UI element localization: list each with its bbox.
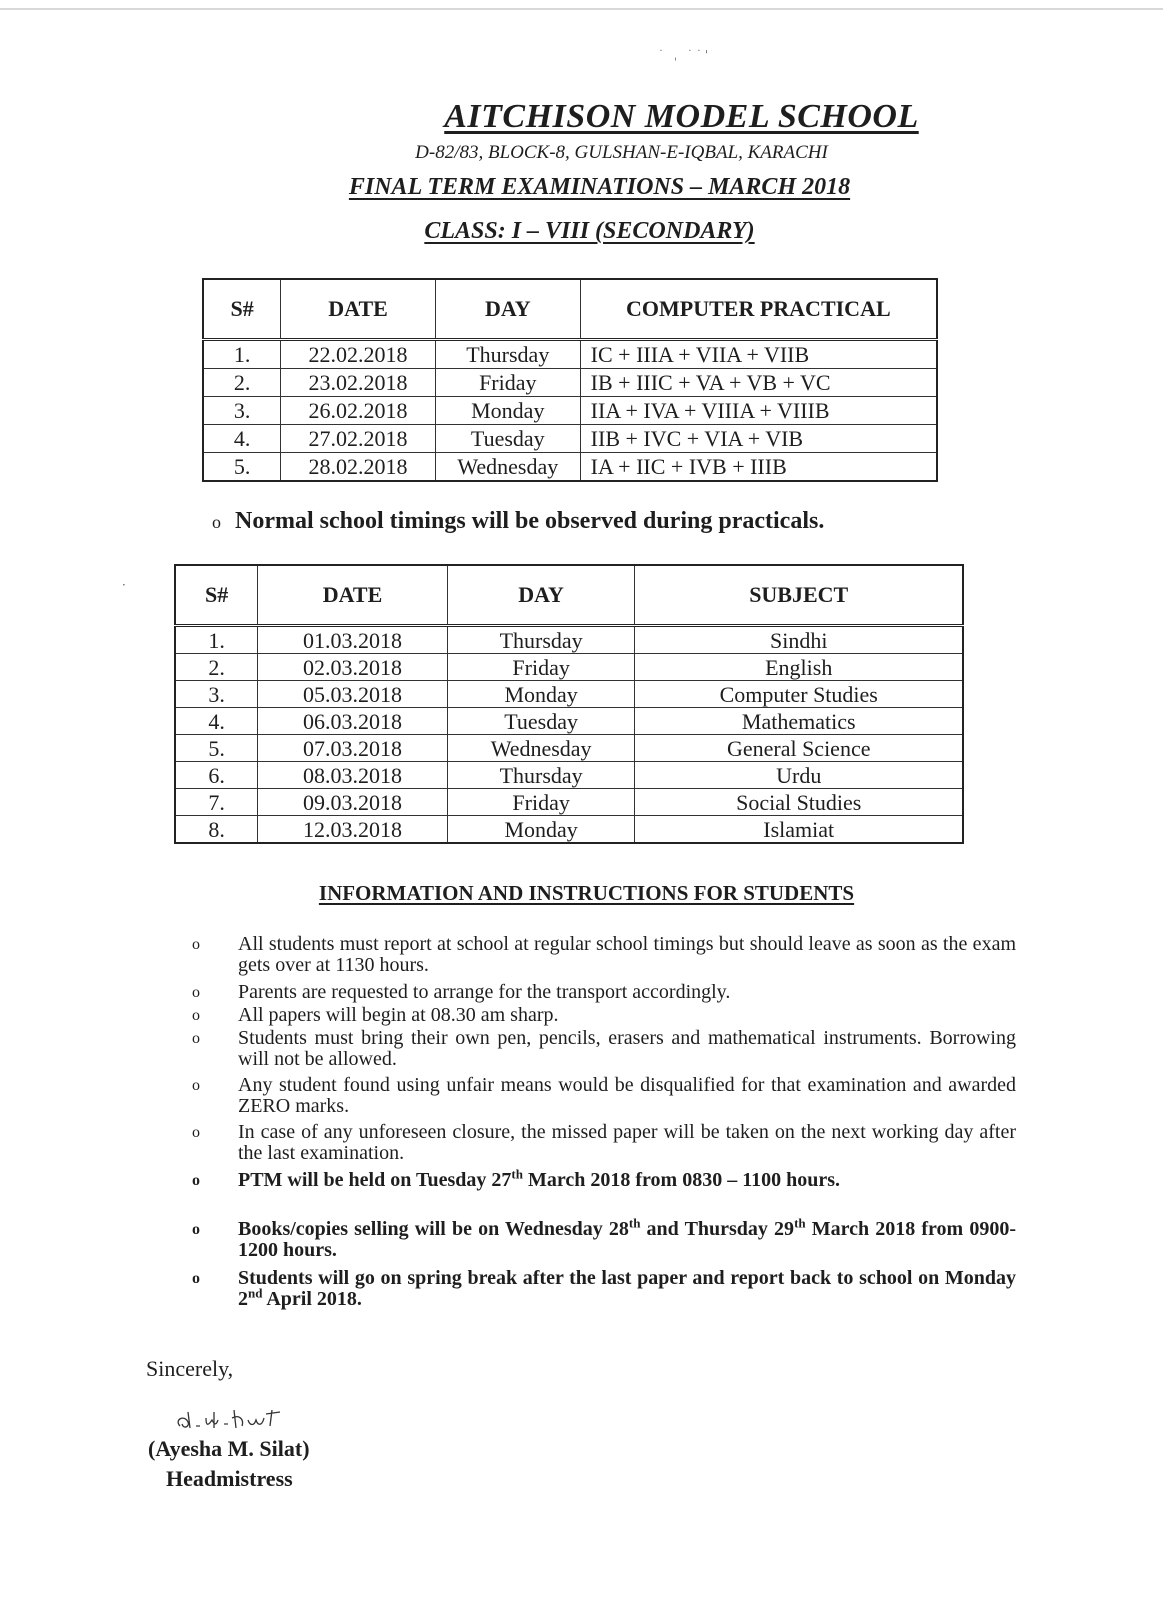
instructions-list [186,934,1016,1314]
list-item-ptm [186,1166,1016,1219]
salutation: Sincerely, [146,1356,234,1381]
row-sn: 8. [175,816,258,844]
instructions-heading [0,881,1163,906]
signatory-name: (Ayesha M. Silat) [148,1436,310,1461]
table-header-row [203,279,937,340]
row-subject: Mathematics [635,708,963,735]
row-date: 28.02.2018 [281,453,436,482]
computer-practical-table [202,278,938,482]
row-day: Friday [447,654,635,681]
header-sn: S# [175,565,258,626]
table-row [175,654,963,681]
row-date: 05.03.2018 [258,681,448,708]
books-text-b: and Thursday 29 [640,1218,795,1240]
table-row [203,425,937,453]
list-item: o Parents are requested to arrange for the transport accordingly. [186,982,1016,1005]
row-date: 02.03.2018 [258,654,448,681]
row-subject: Sindhi [635,626,963,654]
table-header-row [175,565,963,626]
row-sn: 1. [175,626,258,654]
row-subject: Social Studies [635,789,963,816]
subject-exam-table [174,564,964,844]
row-date: 06.03.2018 [258,708,448,735]
table-row [175,681,963,708]
row-sn: 1. [203,340,281,369]
row-class-groups: IA + IIC + IVB + IIIB [580,453,937,482]
exam-title: FINAL TERM EXAMINATIONS – MARCH 2018 [348,174,851,200]
row-sn: 3. [175,681,258,708]
row-day: Monday [447,681,635,708]
scan-dot: · [122,578,126,592]
signatory-title: Headmistress [166,1466,293,1491]
row-sn: 2. [203,369,281,397]
signature-icon [170,1404,330,1438]
row-day: Monday [435,397,580,425]
row-day: Monday [447,816,635,844]
row-class-groups: IIB + IVC + VIA + VIB [580,425,937,453]
school-name: AITCHISON MODEL SCHOOL [444,98,919,135]
row-day: Friday [447,789,635,816]
header-date: DATE [258,565,448,626]
books-sup-2: th [794,1215,806,1231]
table-row [175,735,963,762]
class-title: CLASS: I – VIII (SECONDARY) [424,218,755,244]
header-date: DATE [281,279,436,340]
row-day: Thursday [447,626,635,654]
ptm-text-a: PTM will be held on Tuesday 27 [238,1169,512,1191]
row-class-groups: IB + IIIC + VA + VB + VC [580,369,937,397]
list-item-spring-break [186,1268,1016,1314]
row-date: 22.02.2018 [281,340,436,369]
row-day: Wednesday [447,735,635,762]
list-item: o All papers will begin at 08.30 am sharp. [186,1005,1016,1028]
row-subject: Urdu [635,762,963,789]
row-date: 12.03.2018 [258,816,448,844]
row-sn: 5. [203,453,281,482]
bullet-icon: o [212,512,221,532]
row-sn: 4. [175,708,258,735]
table-row [175,816,963,844]
row-subject: Islamiat [635,816,963,844]
row-day: Friday [435,369,580,397]
row-subject: General Science [635,735,963,762]
list-item-books [186,1215,1016,1268]
header-subject: SUBJECT [635,565,963,626]
table-row [203,340,937,369]
row-day: Wednesday [435,453,580,482]
row-class-groups: IC + IIIA + VIIA + VIIB [580,340,937,369]
table-row [203,397,937,425]
books-text-c: March 2018 from 0900-1200 hours. [238,1218,1016,1261]
row-sn: 3. [203,397,281,425]
list-item: o All students must report at school at regular school timings but should leave as soon as the exam gets over at 1130 hours. [186,934,1016,982]
header-computer-practical: COMPUTER PRACTICAL [580,279,937,340]
row-date: 08.03.2018 [258,762,448,789]
row-sn: 6. [175,762,258,789]
scan-specks: ˙ ˌ ˙˙' [658,48,712,62]
books-sup-1: th [628,1215,641,1231]
row-date: 07.03.2018 [258,735,448,762]
row-day: Tuesday [447,708,635,735]
row-day: Tuesday [435,425,580,453]
ptm-text-b: March 2018 from 0830 – 1100 hours. [522,1169,840,1191]
table-row [175,708,963,735]
row-day: Thursday [447,762,635,789]
books-text-a: Books/copies selling will be on Wednesday 28 [238,1218,629,1240]
table-row [175,626,963,654]
row-date: 09.03.2018 [258,789,448,816]
row-subject: English [635,654,963,681]
row-date: 26.02.2018 [281,397,436,425]
table-row [203,369,937,397]
row-sn: 4. [203,425,281,453]
break-text-a: Students will go on spring break after the last paper and report back to school on Monday 2 [238,1267,1016,1310]
list-item: o Students must bring their own pen, pencils, erasers and mathematical instruments. Borrowing will not be allowed. [186,1028,1016,1075]
table-row [175,789,963,816]
row-date: 27.02.2018 [281,425,436,453]
row-date: 23.02.2018 [281,369,436,397]
break-text-b: April 2018. [262,1288,362,1310]
header-sn: S# [203,279,281,340]
row-class-groups: IIA + IVA + VIIIA + VIIIB [580,397,937,425]
list-item: o In case of any unforeseen closure, the missed paper will be taken on the next working day after the last examination. [186,1122,1016,1170]
break-sup: nd [248,1285,263,1301]
note-text: Normal school timings will be observed during practicals. [235,508,825,534]
row-date: 01.03.2018 [258,626,448,654]
school-address: D-82/83, BLOCK-8, GULSHAN-E-IQBAL, KARACHI [415,142,828,163]
header-day: DAY [447,565,635,626]
ptm-sup: th [511,1166,523,1182]
row-sn: 7. [175,789,258,816]
row-day: Thursday [435,340,580,369]
row-sn: 2. [175,654,258,681]
instructions-heading-text: INFORMATION AND INSTRUCTIONS FOR STUDENTS [318,881,855,905]
page-top-edge [0,8,1163,10]
list-item: o Any student found using unfair means would be disqualified for that examination and awarded ZERO marks. [186,1075,1016,1122]
practical-timing-note [212,508,824,535]
table-row [175,762,963,789]
header-day: DAY [435,279,580,340]
row-sn: 5. [175,735,258,762]
table-row [203,453,937,482]
row-subject: Computer Studies [635,681,963,708]
